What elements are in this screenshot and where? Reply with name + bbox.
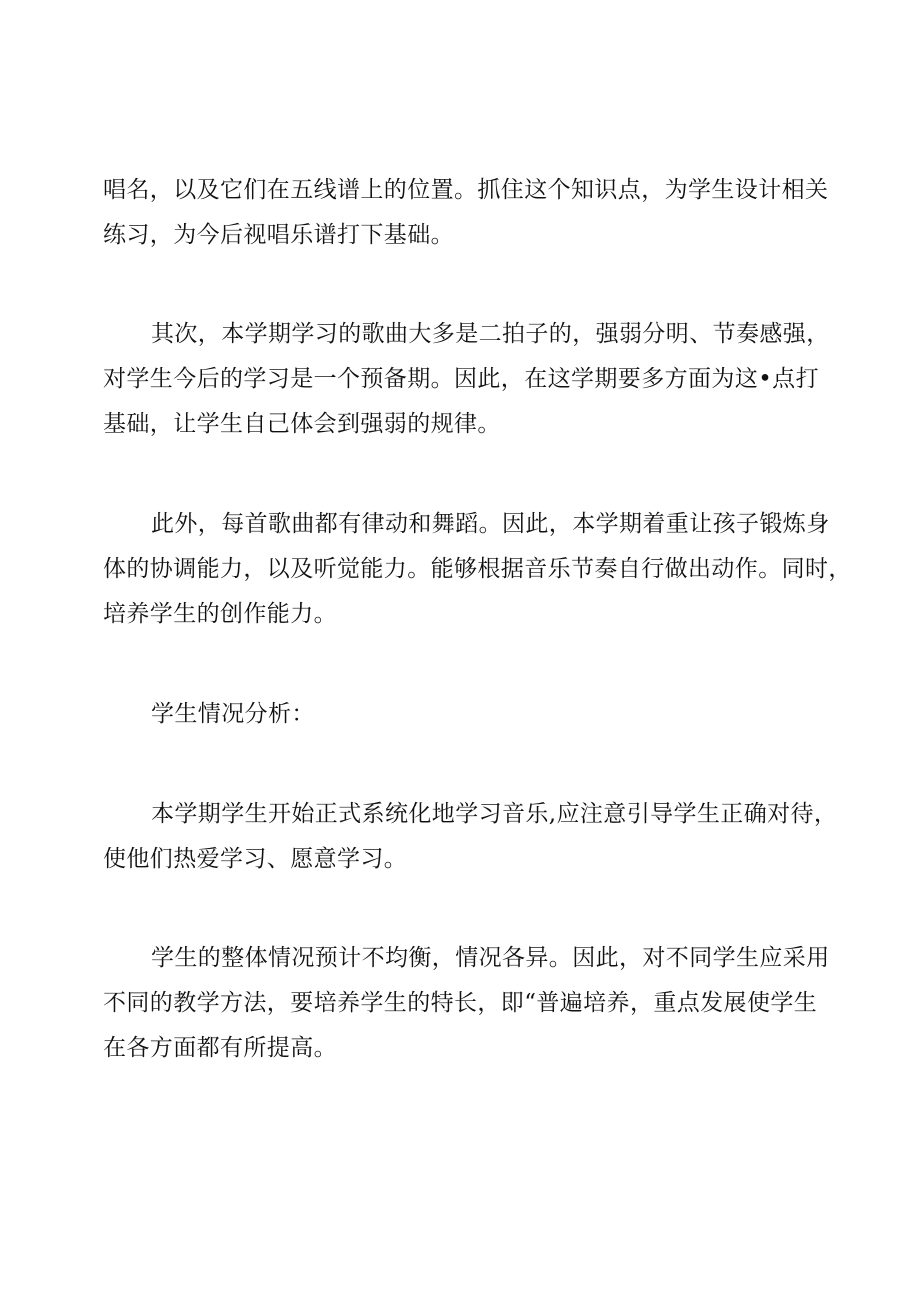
text-line: 学生情况分析：: [151, 701, 315, 727]
paragraph-solfege-continuation: [103, 168, 829, 258]
text-line: 基础，让学生自己体会到强弱的规律。: [103, 411, 501, 437]
text-line: 在各方面都有所提高。: [103, 1035, 337, 1061]
text-line: 练习，为今后视唱乐谱打下基础。: [103, 222, 454, 248]
paragraph-systematic-learning: [103, 792, 838, 882]
text-line: 对学生今后的学习是一个预备期。因此，在这学期要多方面为这•点打: [103, 366, 819, 392]
paragraph-differentiated-teaching: [103, 936, 830, 1071]
text-line: 使他们热爱学习、愿意学习。: [103, 846, 408, 872]
text-line: 培养学生的创作能力。: [103, 601, 337, 627]
section-heading-student-analysis: [103, 692, 823, 737]
text-line: 其次，本学期学习的歌曲大多是二拍子的，强弱分明、节奏感强，: [151, 321, 830, 347]
text-line: 学生的整体情况预计不均衡，情况各异。因此，对不同学生应采用: [151, 945, 830, 971]
paragraph-duple-meter: [103, 312, 830, 447]
text-line: 唱名，以及它们在五线谱上的位置。抓住这个知识点，为学生设计相关: [103, 177, 829, 203]
text-line: 不同的教学方法，要培养学生的特长，即“普遍培养，重点发展使学生: [103, 990, 818, 1016]
text-line: 体的协调能力，以及听觉能力。能够根据音乐节奏自行做出动作。同时，: [103, 556, 852, 582]
text-line: 此外，每首歌曲都有律动和舞蹈。因此，本学期着重让孩子锻炼身: [151, 511, 830, 537]
text-line: 本学期学生开始正式系统化地学习音乐,应注意引导学生正确对待，: [151, 801, 838, 827]
paragraph-rhythm-dance: [103, 502, 852, 637]
